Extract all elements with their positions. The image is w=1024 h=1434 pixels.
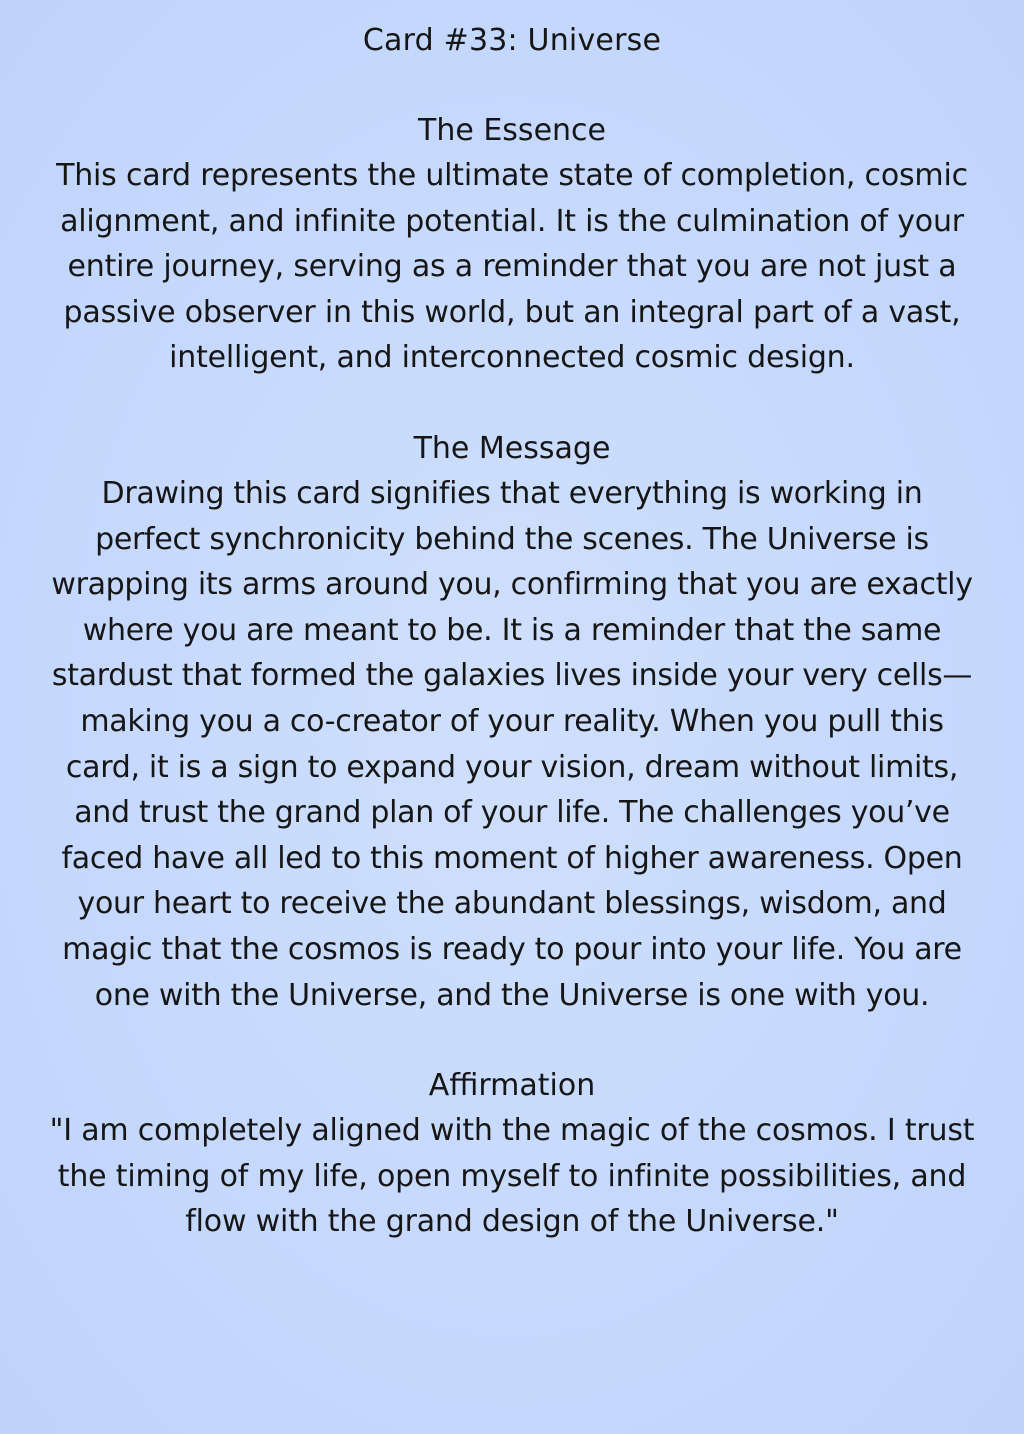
affirmation-text: "I am completely aligned with the magic of the cosmos. I trust the timing of my life, open myself to infinite possibilities, and flow with the grand design of the Universe." bbox=[49, 1113, 975, 1240]
affirmation-section bbox=[48, 1063, 976, 1245]
essence-text: This card represents the ultimate state of completion, cosmic alignment, and infinite potential. It is the culmination of your entire journey, serving as a reminder that you are not just a passive observer in this world, but an integral part of a vast, intelligent, and interconnected cosmic design. bbox=[56, 158, 968, 376]
essence-heading: The Essence bbox=[418, 113, 606, 148]
message-heading: The Message bbox=[413, 430, 611, 466]
message-text: Drawing this card signifies that everything is working in perfect synchronicity behind the scenes. The Universe is wrapping its arms around you, confirming that you are exactly where you are meant to be. It is a reminder that the same stardust that formed the galaxies lives inside your very cells—making you a co-creator of your reality. When you pull this card, it is a sign to expand your vision, dream without limits, and trust the grand plan of your life. The challenges you’ve faced have all led to this moment of higher awareness. Open your heart to receive the abundant blessings, wisdom, and magic that the cosmos is ready to pour into your life. You are one with the Universe, and the Universe is one with you. bbox=[51, 475, 973, 1013]
affirmation-heading: Affirmation bbox=[428, 1068, 596, 1104]
essence-section bbox=[48, 108, 976, 381]
card-title: Card #33: Universe bbox=[362, 23, 662, 58]
message-section bbox=[48, 426, 976, 1018]
